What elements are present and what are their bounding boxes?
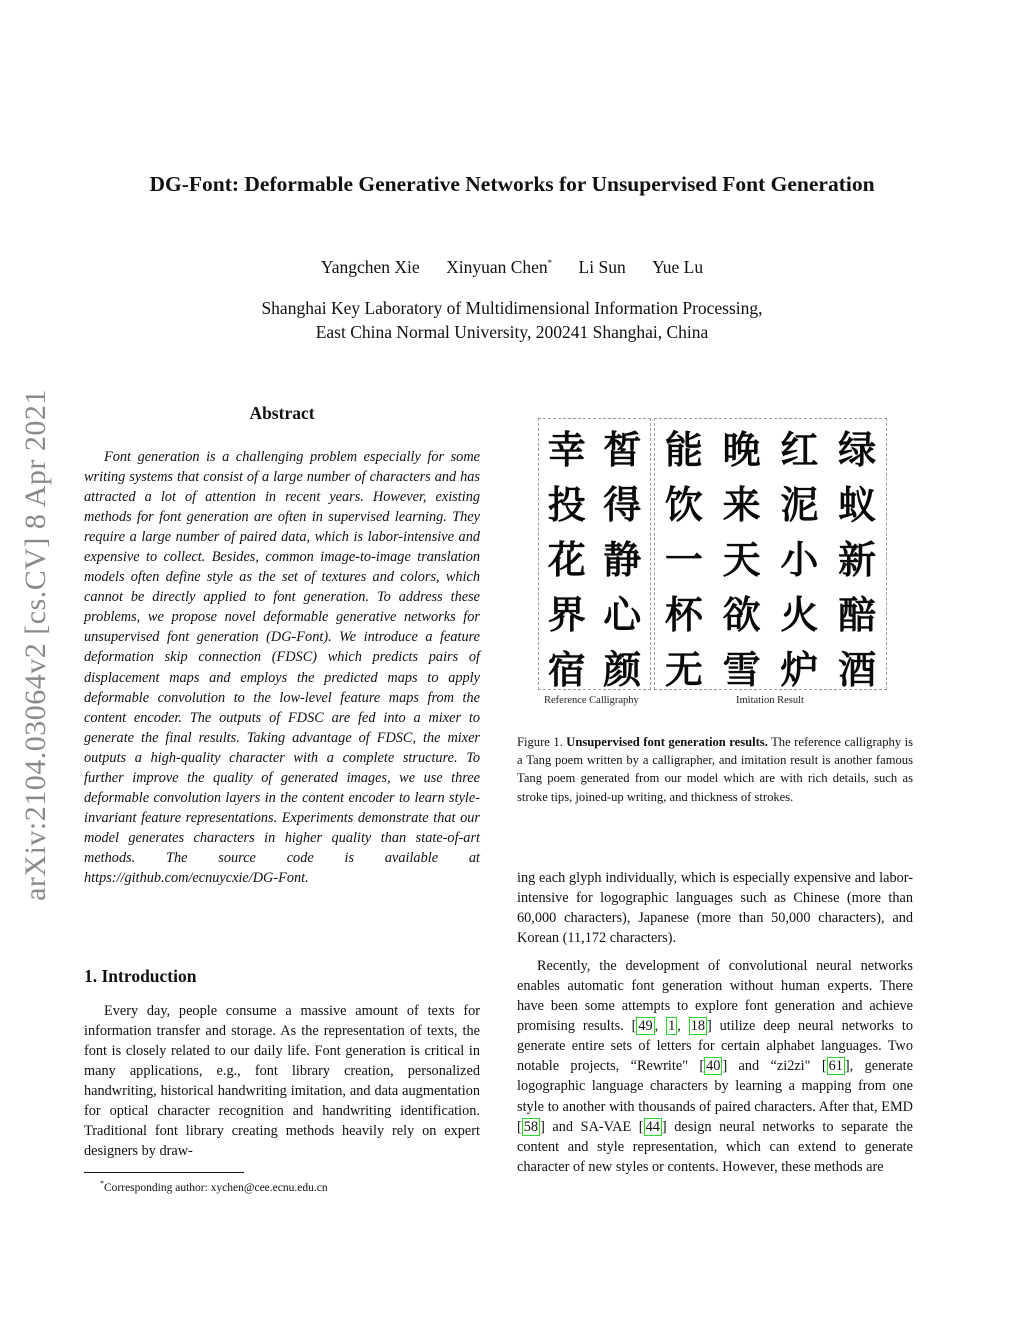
footnote-rule [84, 1172, 244, 1173]
introduction-body [84, 1001, 480, 1161]
citation-link[interactable]: 61 [828, 1058, 843, 1075]
author-list [0, 257, 1024, 278]
generated-glyph: 杯 [664, 593, 703, 637]
citation-link[interactable]: 40 [706, 1058, 721, 1075]
abstract-heading: Abstract [249, 403, 315, 423]
calligraphy-glyph: 得 [603, 483, 642, 527]
citation-link[interactable]: 44 [645, 1118, 660, 1135]
affiliation [0, 296, 1024, 344]
author-footnote-mark: * [547, 258, 553, 269]
calligraphy-glyph: 皙 [603, 428, 642, 472]
author: Li Sun [578, 257, 626, 277]
imitation-label: Imitation Result [736, 695, 804, 706]
caption-title: Unsupervised font generation results. [566, 735, 768, 749]
generated-glyph: 欲 [722, 593, 761, 637]
generated-glyph: 一 [664, 538, 703, 582]
arxiv-stamp [10, 360, 62, 930]
footnote [100, 1179, 328, 1194]
generated-glyph: 绿 [838, 428, 877, 472]
citation-link[interactable]: 1 [668, 1018, 676, 1035]
generated-glyph: 新 [838, 538, 877, 582]
right-column-body [517, 868, 913, 1177]
generated-glyph: 泥 [780, 483, 819, 527]
generated-glyph: 饮 [664, 483, 703, 527]
reference-label: Reference Calligraphy [544, 695, 639, 706]
generated-glyph: 无 [664, 648, 703, 692]
generated-glyph: 红 [780, 428, 819, 472]
affiliation-line: East China Normal University, 200241 Shanghai, China [315, 322, 709, 342]
author: Yue Lu [652, 257, 704, 277]
caption-prefix: Figure 1. [517, 735, 563, 749]
calligraphy-glyph: 宿 [547, 648, 586, 692]
generated-glyph: 酒 [838, 648, 877, 692]
footnote-text: Corresponding author: xychen@cee.ecnu.edu.cn [104, 1181, 328, 1194]
calligraphy-glyph: 静 [603, 538, 642, 582]
imitation-glyph-grid [655, 419, 886, 692]
caption-text: The reference calligraphy is a Tang poem written by a calligrapher, and imitation result is another famous Tang poem generated from our model which are with rich details, such as stroke tips, joined-up writing, and thickness of strokes. [517, 735, 913, 804]
arxiv-id: arXiv:2104.03064v2 [cs.CV] 8 Apr 2021 [19, 389, 52, 901]
generated-glyph: 能 [664, 428, 703, 472]
reference-calligraphy-panel [538, 418, 651, 690]
figure-1 [530, 412, 894, 714]
abstract-body [84, 447, 480, 888]
generated-glyph: 蚁 [838, 483, 877, 527]
citation-link[interactable]: 18 [690, 1018, 705, 1035]
generated-glyph: 天 [722, 538, 761, 582]
calligraphy-glyph: 心 [603, 593, 642, 637]
imitation-result-panel [654, 418, 887, 690]
calligraphy-glyph: 界 [547, 593, 586, 637]
calligraphy-glyph: 幸 [547, 428, 586, 472]
generated-glyph: 小 [780, 538, 819, 582]
affiliation-line: Shanghai Key Laboratory of Multidimensional Information Processing, [261, 298, 763, 318]
generated-glyph: 晚 [722, 428, 761, 472]
calligraphy-glyph: 投 [547, 483, 586, 527]
section-heading-introduction: 1. Introduction [84, 966, 197, 986]
calligraphy-glyph: 颜 [603, 648, 642, 692]
introduction-text: Every day, people consume a massive amount of texts for information transfer and storage. As the representation of texts, the font is closely related to our daily life. Font generation is critical in many applications, e.g., font library creation, personalized handwriting, historical handwriting imitation, and data augmentation for optical character recognition and handwriting identification. Traditional font library creating methods heavily rely on expert designers by draw- [84, 1003, 480, 1160]
paper-title: DG-Font: Deformable Generative Networks for Unsupervised Font Generation [149, 172, 875, 196]
citation-link[interactable]: 49 [638, 1018, 653, 1035]
citation-link[interactable]: 58 [523, 1118, 539, 1135]
calligraphy-glyph: 花 [547, 538, 586, 582]
generated-glyph: 雪 [722, 648, 761, 692]
generated-glyph: 炉 [780, 648, 819, 692]
generated-glyph: 醅 [838, 593, 877, 637]
reference-glyph-grid [539, 419, 650, 692]
footnote-mark: * [100, 1179, 104, 1188]
figure-caption [517, 733, 913, 806]
author: Xinyuan Chen* [446, 257, 553, 277]
paragraph: Recently, the development of convolutional neural networks enables automatic font generation without human experts. There have been some attempts to explore font generation and achieve promising results. [ 49 , 1 , 18 ] utilize deep neural networks to generate entire sets of letters for certain alphabet languages. Two notable projects, “Rewrite" [ 40 ] and “zi2zi" [ 61 ], generate logographic language characters by learning a mapping from one style to another with thousands of paired characters. After that, EMD [ 58 ] and SA-VAE [ 44 ] design neural networks to separate the content and style representation, which can extend to generate character of new styles or contents. However, these methods are [517, 958, 914, 1175]
generated-glyph: 火 [780, 593, 819, 637]
generated-glyph: 来 [722, 483, 761, 527]
paragraph: ing each glyph individually, which is especially expensive and labor-intensive for logographic languages such as Chinese (more than 60,000 characters), Japanese (more than 50,000 characters), and Korean (11,172 characters). [517, 870, 913, 947]
abstract-text: Font generation is a challenging problem especially for some writing systems that consist of a large number of characters and has attracted a lot of attention in recent years. However, existing methods for font generation are often in supervised learning. They require a large number of paired data, which is labor-intensive and expensive to collect. Besides, common image-to-image translation models often define style as the set of textures and colors, which cannot be directly applied to font generation. To address these problems, we propose novel deformable generative networks for unsupervised font generation (DG-Font). We introduce a feature deformation skip connection (FDSC) which predicts pairs of displacement maps and employs the predicted maps to apply deformable convolution to the low-level feature maps from the content encoder. The outputs of FDSC are fed into a mixer to generate the final results. Taking advantage of FDSC, the mixer outputs a high-quality character with a complete structure. To further improve the quality of generated images, we use three deformable convolution layers in the content encoder to learn style-invariant feature representations. Experiments demonstrate that our model generates characters in higher quality than state-of-art methods. The source code is available at https://github.com/ecnuycxie/DG-Font. [84, 449, 480, 886]
author: Yangchen Xie [320, 257, 420, 277]
